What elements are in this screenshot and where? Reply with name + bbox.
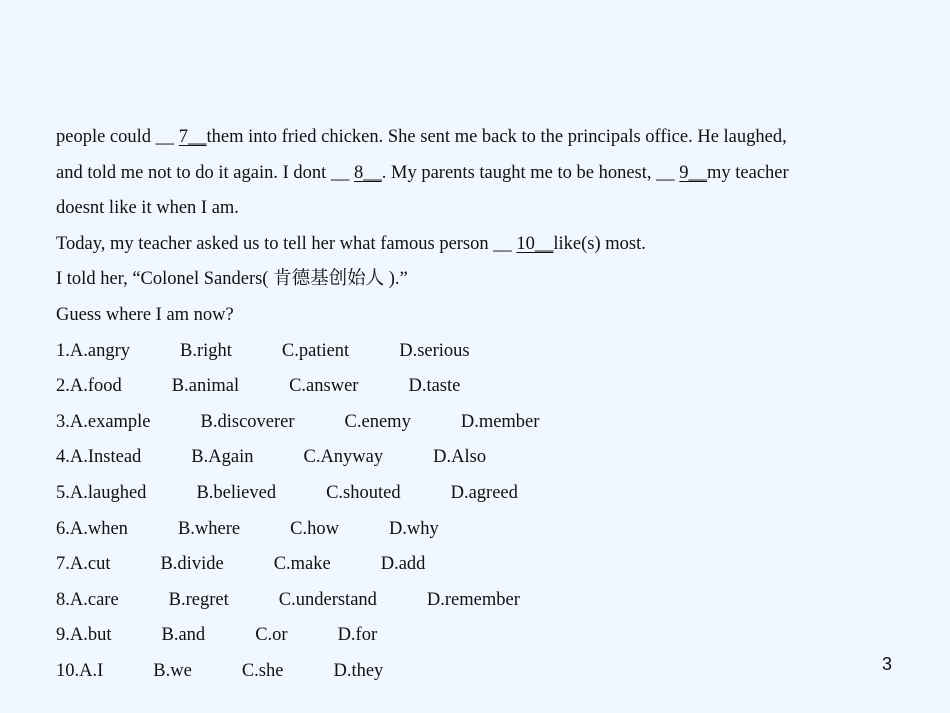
blank-number: 7 — [178, 127, 189, 147]
text-span: Today, my teacher asked us to tell her what famous person __ — [56, 233, 517, 254]
answer-option: A.care — [69, 589, 119, 610]
answer-option: B.believed — [196, 482, 277, 503]
blank-10 — [516, 234, 553, 254]
question-number: 4. — [56, 447, 70, 468]
question-number: 2. — [56, 376, 70, 397]
question-row — [56, 547, 916, 583]
text-span: my teacher — [707, 162, 789, 183]
question-row — [56, 654, 916, 690]
answer-option: B.regret — [168, 589, 229, 610]
blank-underscore: __ — [188, 127, 207, 147]
question-list — [56, 334, 916, 690]
answer-option: B.discoverer — [200, 411, 295, 432]
answer-option: A.example — [69, 411, 151, 432]
answer-option: B.divide — [160, 554, 224, 575]
answer-option: B.right — [179, 340, 232, 361]
question-number: 3. — [56, 411, 70, 432]
passage-line-2 — [56, 156, 916, 192]
question-number: 10. — [56, 660, 80, 681]
question-row — [56, 476, 916, 512]
text-span: t like it when I am. — [99, 198, 239, 219]
question-row — [56, 512, 916, 548]
answer-option: B.Again — [191, 447, 254, 468]
answer-option: B.we — [153, 660, 192, 681]
blank-underscore: __ — [363, 162, 382, 183]
blank-7 — [179, 127, 207, 147]
answer-option: A.food — [69, 376, 122, 397]
answer-option: C.Anyway — [303, 447, 384, 468]
passage-line-1 — [56, 120, 916, 156]
text-span: like(s) most. — [553, 233, 646, 254]
answer-option: A.but — [69, 625, 112, 646]
question-number: 8. — [56, 589, 70, 610]
answer-option: A.when — [69, 518, 128, 539]
question-row — [56, 334, 916, 370]
answer-option: B.where — [177, 518, 241, 539]
passage-line-5: I told her, “Colonel Sanders( 肯德基创始人 ).” — [56, 269, 408, 290]
answer-option: D.remember — [426, 589, 520, 610]
passage-line-4 — [56, 227, 916, 263]
answer-option: D.agreed — [450, 482, 518, 503]
answer-option: C.answer — [289, 376, 359, 397]
passage-text — [56, 120, 916, 690]
blank-underscore: __ — [534, 233, 554, 254]
answer-option: A.laughed — [69, 482, 147, 503]
text-span: people could __ — [56, 127, 179, 147]
blank-number: 9 — [679, 162, 689, 183]
text-span: and told me not to do it again. I don — [56, 162, 322, 183]
passage-line-3 — [56, 191, 916, 227]
question-number: 6. — [56, 518, 70, 539]
text-span: doesn — [56, 198, 100, 219]
answer-option: A.I — [79, 660, 104, 681]
answer-option: A.cut — [69, 554, 111, 575]
answer-option: C.enemy — [344, 411, 411, 432]
text-span: t __ — [321, 162, 355, 183]
blank-underscore: __ — [688, 162, 708, 183]
blank-number: 8 — [354, 162, 364, 183]
answer-option: D.for — [337, 625, 378, 646]
blank-9 — [679, 163, 707, 183]
text-span: . My parents taught me to be honest, __ — [381, 162, 680, 183]
answer-option: D.member — [460, 411, 540, 432]
question-row — [56, 405, 916, 441]
blank-number: 10 — [516, 233, 535, 254]
question-row — [56, 618, 916, 654]
answer-option: C.how — [290, 518, 339, 539]
answer-option: D.they — [333, 660, 384, 681]
question-number: 7. — [56, 554, 70, 575]
answer-option: C.shouted — [326, 482, 401, 503]
answer-option: D.why — [388, 518, 439, 539]
blank-8 — [354, 163, 382, 183]
answer-option: B.and — [161, 625, 206, 646]
question-row — [56, 369, 916, 405]
question-row — [56, 583, 916, 619]
question-number: 9. — [56, 625, 70, 646]
text-span: them into fried chicken. She sent me back to the principal — [206, 127, 634, 147]
text-span: s office. He laughed, — [633, 127, 787, 147]
answer-option: C.she — [241, 660, 284, 681]
passage-line-6: Guess where I am now? — [56, 304, 234, 325]
answer-option: D.taste — [408, 376, 461, 397]
answer-option: D.serious — [399, 340, 470, 361]
answer-option: D.add — [380, 554, 426, 575]
answer-option: A.angry — [69, 340, 130, 361]
answer-option: A.Instead — [69, 447, 142, 468]
question-number: 5. — [56, 482, 70, 503]
answer-option: C.or — [255, 625, 288, 646]
answer-option: C.patient — [281, 340, 350, 361]
answer-option: B.animal — [171, 376, 240, 397]
answer-option: D.Also — [433, 447, 487, 468]
answer-option: C.understand — [278, 589, 377, 610]
question-row — [56, 440, 916, 476]
page-number: 3 — [882, 654, 893, 674]
question-number: 1. — [56, 340, 70, 361]
answer-option: C.make — [273, 554, 331, 575]
